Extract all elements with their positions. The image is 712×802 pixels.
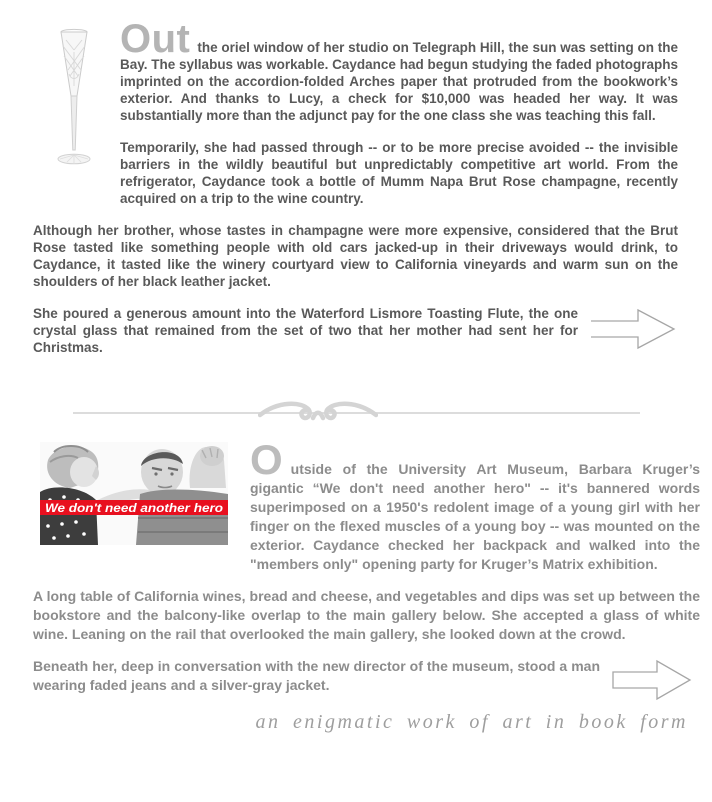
right-arrow-icon	[612, 659, 692, 701]
flute-image	[33, 22, 120, 192]
dropcap-out: Out	[120, 17, 191, 61]
paragraph-1-text: the oriel window of her studio on Telegraph Hill, the sun was setting on the Bay. The syllabus was workable. Caydance had begun studying the faded photographs imprinted on the accordion-folded Arches paper that protruded from the bookwork’s exterior. And thanks to Lucy, a check for $10,000 was headed her way. It was substantially more than the adjunct pay for the one class she was teaching this fall.	[120, 40, 678, 123]
next-page-arrow-top[interactable]	[590, 307, 674, 351]
kruger-photo-icon	[40, 442, 228, 545]
footer-tagline: an enigmatic work of art in book form	[255, 711, 688, 733]
banner-text: We don't need another hero	[45, 500, 223, 515]
kruger-image	[33, 442, 250, 572]
right-arrow-icon	[590, 307, 676, 351]
dropcap-o: O	[250, 436, 283, 483]
paragraph-3: Although her brother, whose tastes in champagne were more expensive, considered that the Brut Rose tasted like something people with old cars jacked-up in their driveways would drink, to Caydance, it tasted like the winery courtyard view to California vineyards and warm sun on the shoulders of her black leather jacket.	[33, 223, 678, 289]
paragraph-6: A long table of California wines, bread and cheese, and vegetables and dips was set up between the bookstore and the balcony-like overlap to the main gallery below. She accepted a glass of white wine. Leaning on the rail that overlooked the main gallery, she looked down at the crowd.	[33, 588, 700, 642]
section-divider	[73, 396, 640, 428]
section-2	[33, 436, 700, 695]
section-1	[33, 17, 678, 356]
crystal-flute-icon	[45, 26, 103, 178]
paragraph-4: She poured a generous amount into the Waterford Lismore Toasting Flute, the one crystal glass that remained from the set of two that her mother had sent her for Christmas.	[33, 306, 578, 355]
paragraph-5-text: utside of the University Art Museum, Barbara Kruger’s gigantic “We don't need another hero" -- it's bannered words superimposed on a 1950's redolent image of a young girl with her finger on the flexed muscles of a young boy -- was mounted on the exterior. Caydance checked her backpack and walked into the "members only" opening party for Kruger’s Matrix exhibition.	[250, 461, 700, 572]
paragraph-1	[33, 17, 678, 124]
next-page-arrow-bottom[interactable]	[612, 659, 690, 701]
paragraph-2: Temporarily, she had passed through -- or to be more precise avoided -- the invisible barriers in the wildly beautiful but unpredictably competitive art world. From the refrigerator, Caydance took a bottle of Mumm Napa Brut Rose champagne, recently acquired on a trip to the wine country.	[120, 140, 678, 206]
flourish-icon	[258, 398, 378, 428]
paragraph-7: Beneath her, deep in conversation with the new director of the museum, stood a man wearing faded jeans and a silver-gray jacket.	[33, 658, 600, 693]
